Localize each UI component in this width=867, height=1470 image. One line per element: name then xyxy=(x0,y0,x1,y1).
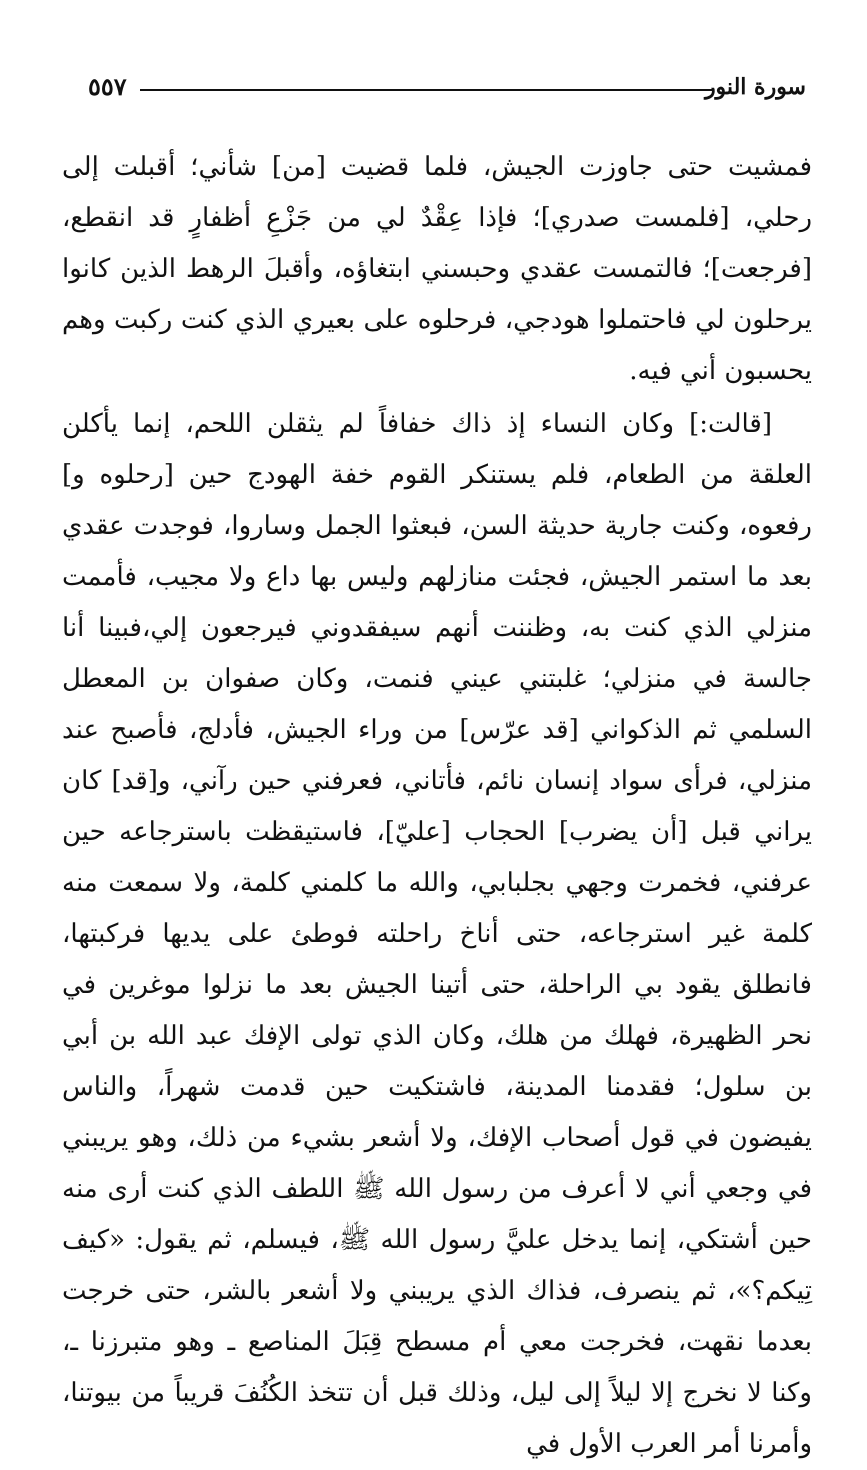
page-number: ٥٥٧ xyxy=(88,72,127,101)
page-header xyxy=(88,66,806,106)
header-rule xyxy=(140,89,714,91)
surah-name: سورة النور xyxy=(704,74,806,100)
paragraph-1: فمشيت حتى جاوزت الجيش، فلما قضيت [من] شأني؛ أقبلت إلى رحلي، [فلمست صدري]؛ فإذا عِقْدٌ لي من جَزْعِ أظفارٍ قد انقطع، [فرجعت]؛ فالتمست عقدي وحبسني ابتغاؤه، وأقبلَ الرهط الذين كانوا يرحلون لي فاحتملوا هودجي، فرحلوه على بعيري الذي كنت ركبت وهم يحسبون أني فيه. xyxy=(62,152,812,386)
paragraph-2: [قالت:] وكان النساء إذ ذاك خفافاً لم يثقلن اللحم، إنما يأكلن العلقة من الطعام، فلم يستنكر القوم خفة الهودج حين [رحلوه و] رفعوه، وكنت جارية حديثة السن، فبعثوا الجمل وساروا، فوجدت عقدي بعد ما استمر الجيش، فجئت منازلهم وليس بها داع ولا مجيب، فأممت منزلي الذي كنت به، وظننت أنهم سيفقدوني فيرجعون إلي،فبينا أنا جالسة في منزلي؛ غلبتني عيني فنمت، وكان صفوان بن المعطل السلمي ثم الذكواني [قد عرّس] من وراء الجيش، فأدلج، فأصبح عند منزلي، فرأى سواد إنسان نائم، فأتاني، فعرفني حين رآني، و[قد] كان يراني قبل [أن يضرب] الحجاب [عليّ]، فاستيقظت باسترجاعه حين عرفني، فخمرت وجهي بجلبابي، والله ما كلمني كلمة، ولا سمعت منه كلمة غير استرجاعه، حتى أناخ راحلته فوطئ على يديها فركبتها، فانطلق يقود بي الراحلة، حتى أتينا الجيش بعد ما نزلوا موغرين في نحر الظهيرة، فهلك من هلك، وكان الذي تولى الإفك عبد الله بن أبي بن سلول؛ فقدمنا المدينة، فاشتكيت حين قدمت شهراً، والناس يفيضون في قول أصحاب الإفك، ولا أشعر بشيء من ذلك، وهو يريبني في وجعي أني لا أعرف من رسول الله ﷺ اللطف الذي كنت أرى منه حين أشتكي، إنما يدخل عليَّ رسول الله ﷺ، فيسلم، ثم يقول: «كيف تِيكم؟»، ثم ينصرف، فذاك الذي يريبني ولا أشعر بالشر، حتى خرجت بعدما نقهت، فخرجت معي أم مسطح قِبَلَ المناصع ـ وهو متبرزنا ـ، وكنا لا نخرج إلا ليلاً إلى ليل، وذلك قبل أن تتخذ الكُنُفَ قريباً من بيوتنا، وأمرنا أمر العرب الأول في xyxy=(62,409,813,1459)
page-body xyxy=(62,142,812,1470)
